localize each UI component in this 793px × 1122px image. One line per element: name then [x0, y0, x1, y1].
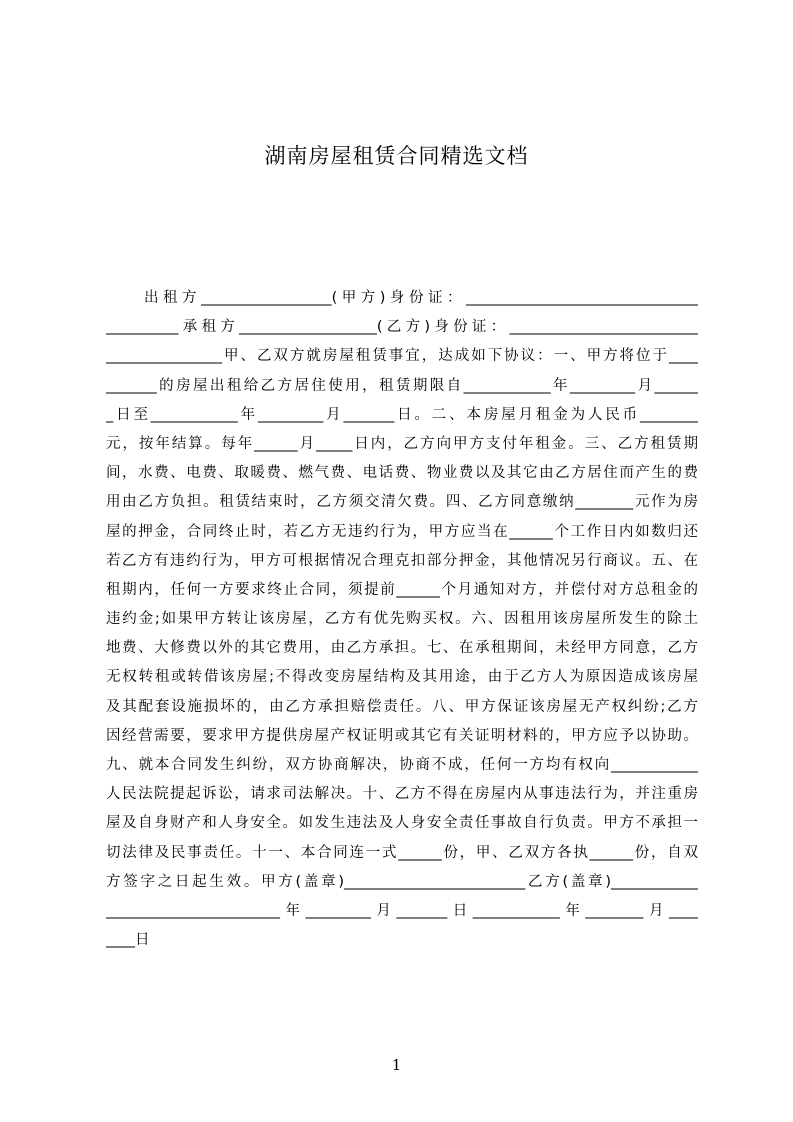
- contract-line: 屋的押金，合同终止时，若乙方无违约行为，甲方应当在______个工作日内如数归还: [106, 523, 698, 540]
- contract-line: 违约金;如果甲方转让该房屋，乙方有优先购买权。六、因租用该房屋所发生的除土: [106, 611, 698, 628]
- contract-line: 间，水费、电费、取暖费、燃气费、电话费、物业费以及其它由乙方居住而产生的费: [106, 465, 698, 482]
- contract-line: 九、就本合同发生纠纷，双方协商解决，协商不成，任何一方均有权向____________: [106, 757, 698, 773]
- contract-line: 人民法院提起诉讼，请求司法解决。十、乙方不得在房屋内从事违法行为，并注重房: [106, 786, 698, 803]
- contract-line: 切法律及民事责任。十一、本合同连一式______份，甲、乙双方各执______份，自双: [106, 844, 698, 861]
- contract-line: 地费、大修费以外的其它费用，由乙方承担。七、在承租期间，未经甲方同意，乙方: [106, 640, 698, 657]
- contract-body: [106, 284, 698, 955]
- contract-line: _日至____________年_________月_______日。二、本房屋月租金为人民币________: [106, 406, 698, 423]
- contract-line: 无权转租或转借该房屋;不得改变房屋结构及其用途，由于乙方人为原因造成该房屋: [106, 669, 698, 686]
- contract-line: ____日: [106, 932, 150, 949]
- contract-line: 出租方__________________(甲方)身份证：________________________________: [106, 290, 698, 306]
- contract-line: 租期内，任何一方要求终止合同，须提前______个月通知对方，并偿付对方总租金的: [106, 581, 698, 598]
- document-title: 湖南房屋租赁合同精选文档: [264, 144, 529, 168]
- contract-line: 若乙方有违约行为，甲方可根据情况合理克扣部分押金，其他情况另行商议。五、在: [106, 552, 698, 569]
- contract-line: ________________________年_________月_______日____________年________月____: [106, 902, 698, 919]
- contract-line: 及其配套设施损坏的，由乙方承担赔偿责任。八、甲方保证该房屋无产权纠纷;乙方: [106, 698, 698, 715]
- contract-line: 方签字之日起生效。甲方(盖章)_________________________乙方(盖章)____________: [106, 873, 698, 890]
- page-number: 1: [391, 1056, 402, 1074]
- contract-line: 元，按年结算。每年______月_____日内，乙方向甲方支付年租金。三、乙方租赁期: [106, 435, 698, 452]
- contract-line: _______的房屋出租给乙方居住使用，租赁期限自____________年_________月______: [106, 377, 698, 394]
- contract-line: __________承租方___________________(乙方)身份证：__________________________: [106, 319, 698, 336]
- contract-line: 屋及自身财产和人身安全。如发生违法及人身安全责任事故自行负责。甲方不承担一: [106, 815, 698, 832]
- contract-line: 因经营需要，要求甲方提供房屋产权证明或其它有关证明材料的，甲方应予以协助。: [106, 727, 698, 744]
- contract-line: 用由乙方负担。租赁结束时，乙方须交清欠费。四、乙方同意缴纳________元作为房: [106, 494, 698, 511]
- contract-line: ________________甲、乙双方就房屋租赁事宜，达成如下协议：一、甲方将位于____: [106, 348, 698, 365]
